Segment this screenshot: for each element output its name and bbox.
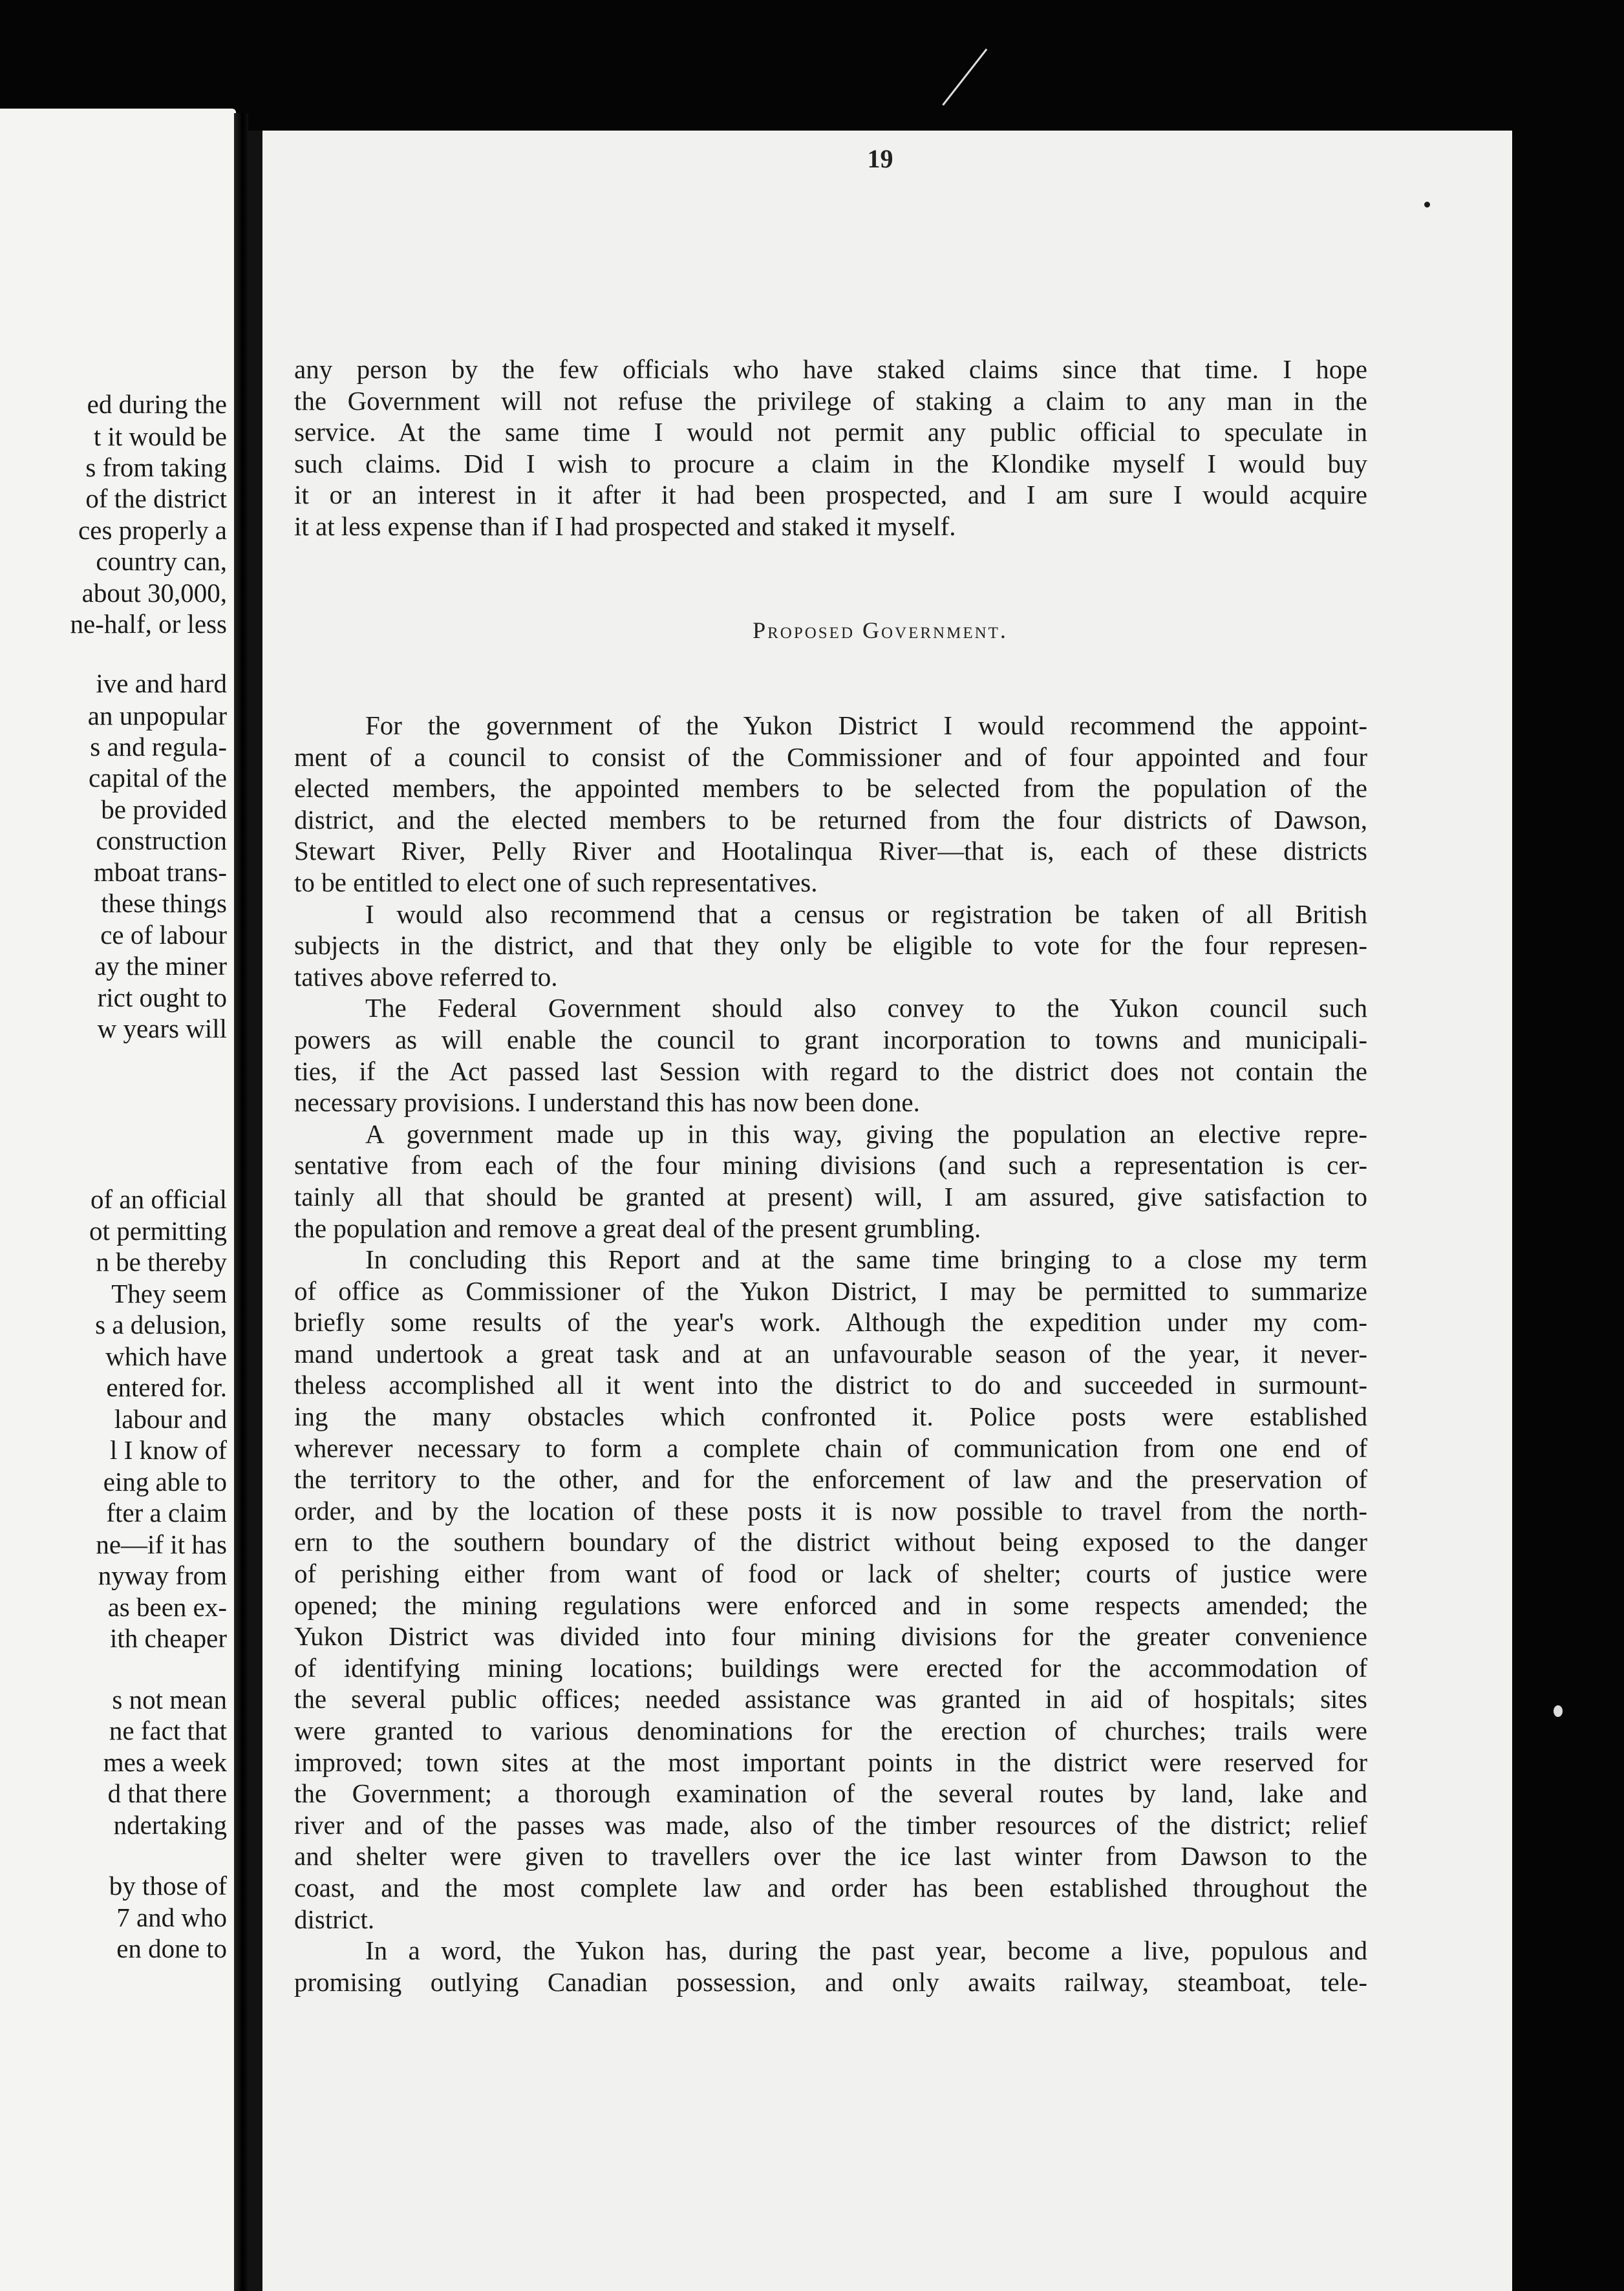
text-line: order, and by the location of these posts it is now possible to travel from the north- <box>294 1495 1367 1526</box>
left-page-line: an unpopular <box>87 701 227 730</box>
text-line: I would also recommend that a census or registration be taken of all British <box>365 899 1367 929</box>
left-page-line: fter a claim <box>106 1498 227 1528</box>
body-text <box>294 710 1367 1998</box>
left-page-line: of an official <box>91 1184 227 1214</box>
left-page-line: t it would be <box>93 421 227 451</box>
left-page-line: s and regula- <box>90 732 227 762</box>
text-line: river and of the passes was made, also of the timber resources of the district; relief <box>294 1809 1367 1840</box>
left-page-line: w years will <box>97 1014 227 1043</box>
left-page-line: mboat trans- <box>93 857 227 887</box>
text-line: of perishing either from want of food or lack of shelter; courts of justice were <box>294 1559 1367 1589</box>
text-line: the population and remove a great deal of the present grumbling. <box>294 1213 981 1243</box>
text-line: ment of a council to consist of the Commissioner and of four appointed and four <box>294 741 1367 772</box>
text-line: improved; town sites at the most important points in the district were reserved for <box>294 1747 1367 1777</box>
facing-page-left <box>0 109 236 2291</box>
left-page-line: s from taking <box>85 453 227 482</box>
left-page-line: s a delusion, <box>95 1310 227 1339</box>
text-line: promising outlying Canadian possession, and only awaits railway, steamboat, tele- <box>294 1966 1367 1997</box>
left-page-line: ot permitting <box>89 1216 227 1246</box>
text-line: it at less expense than if I had prospected and staked it myself. <box>294 511 956 541</box>
left-page-line: of the district <box>85 484 227 513</box>
text-line: tatives above referred to. <box>294 961 558 992</box>
top-paragraph <box>294 354 1367 542</box>
text-line: the several public offices; needed assistance was granted in aid of hospitals; sites <box>294 1684 1367 1714</box>
text-line: district. <box>294 1904 375 1934</box>
text-line: In concluding this Report and at the same time bringing to a close my term <box>365 1244 1367 1275</box>
text-line: elected members, the appointed members to be selected from the population of the <box>294 773 1367 804</box>
text-line: theless accomplished all it went into the district to do and succeeded in surmount- <box>294 1370 1367 1400</box>
text-line: necessary provisions. I understand this has now been done. <box>294 1087 920 1118</box>
left-page-line: ne-half, or less <box>70 609 227 639</box>
text-line: wherever necessary to form a complete chain of communication from one end of <box>294 1433 1367 1463</box>
left-page-line: about 30,000, <box>81 578 227 608</box>
left-page-line: rict ought to <box>97 983 227 1012</box>
left-page-line: ne fact that <box>109 1716 227 1745</box>
text-line: any person by the few officials who have staked claims since that time. I hope <box>294 354 1367 384</box>
text-line: A government made up in this way, giving the population an elective repre- <box>365 1118 1367 1149</box>
text-line: the Government; a thorough examination of the several routes by land, lake and <box>294 1778 1367 1809</box>
left-page-line: ay the miner <box>94 951 227 981</box>
text-line: tainly all that should be granted at present) will, I am assured, give satisfaction to <box>294 1181 1367 1211</box>
left-page-line: ndertaking <box>113 1810 227 1840</box>
left-page-line: these things <box>101 888 227 918</box>
text-line: opened; the mining regulations were enforced and in some respects amended; the <box>294 1590 1367 1620</box>
left-page-line: which have <box>105 1341 227 1371</box>
page-number: 19 <box>867 144 893 173</box>
left-page-line: eing able to <box>103 1467 227 1497</box>
left-page-line: construction <box>96 826 227 855</box>
dust-speck <box>1424 202 1430 208</box>
text-line: sentative from each of the four mining divisions (and such a representation is cer- <box>294 1150 1367 1180</box>
text-line: In a word, the Yukon has, during the past year, become a live, populous and <box>365 1935 1367 1966</box>
left-page-line: capital of the <box>88 763 227 793</box>
text-line: such claims. Did I wish to procure a claim in the Klondike myself I would buy <box>294 448 1367 478</box>
text-line: subjects in the district, and that they only be eligible to vote for the four represen- <box>294 930 1367 961</box>
text-line: ern to the southern boundary of the district without being exposed to the danger <box>294 1527 1367 1557</box>
left-page-line: as been ex- <box>107 1592 227 1622</box>
text-line: briefly some results of the year's work. Although the expedition under my com- <box>294 1307 1367 1337</box>
left-page-line: mes a week <box>103 1747 227 1777</box>
left-page-line: ed during the <box>87 389 227 419</box>
text-line: service. At the same time I would not permit any public official to speculate in <box>294 417 1367 447</box>
left-page-line: ces properly a <box>78 515 227 545</box>
left-page-line: labour and <box>114 1404 227 1434</box>
left-page-line: ive and hard <box>96 668 227 698</box>
text-line: the territory to the other, and for the enforcement of law and the preservation of <box>294 1464 1367 1495</box>
left-page-line: They seem <box>111 1279 227 1308</box>
left-page-line: 7 and who <box>116 1902 227 1932</box>
left-page-line: d that there <box>107 1778 227 1808</box>
left-page-line: ne—if it has <box>96 1529 227 1559</box>
text-line: it or an interest in it after it had been prospected, and I am sure I would acquire <box>294 480 1367 510</box>
left-page-line: ith cheaper <box>110 1623 227 1653</box>
left-page-line: nyway from <box>98 1561 227 1590</box>
text-line: Stewart River, Pelly River and Hootalinqua River—that is, each of these districts <box>294 836 1367 866</box>
book-gutter <box>234 113 248 2291</box>
text-line: the Government will not refuse the privilege of staking a claim to any man in the <box>294 385 1367 416</box>
left-page-line: l I know of <box>109 1435 227 1465</box>
text-line: Yukon District was divided into four mining divisions for the greater convenience <box>294 1621 1367 1652</box>
text-line: ing the many obstacles which confronted it. Police posts were established <box>294 1401 1367 1432</box>
text-line: The Federal Government should also convey to the Yukon council such <box>365 993 1367 1023</box>
film-scratch <box>942 48 987 106</box>
text-line: powers as will enable the council to grant incorporation to towns and municipali- <box>294 1024 1367 1054</box>
text-line: to be entitled to elect one of such representatives. <box>294 867 818 897</box>
section-heading: Proposed Government. <box>753 617 1008 643</box>
left-page-line: country can, <box>96 546 227 576</box>
text-line: district, and the elected members to be returned from the four districts of Dawson, <box>294 804 1367 835</box>
text-line: coast, and the most complete law and order has been established throughout the <box>294 1872 1367 1902</box>
text-line: For the government of the Yukon District I would recommend the appoint- <box>365 710 1367 740</box>
left-page-line: be provided <box>101 794 227 824</box>
left-page-line: entered for. <box>106 1372 227 1402</box>
text-line: and shelter were given to travellers over the ice last winter from Dawson to the <box>294 1841 1367 1871</box>
left-page-line: n be thereby <box>96 1247 227 1277</box>
text-line: ties, if the Act passed last Session with regard to the district does not contain the <box>294 1056 1367 1086</box>
text-line: of identifying mining locations; buildings were erected for the accommodation of <box>294 1652 1367 1683</box>
left-page-line: en done to <box>116 1934 227 1963</box>
left-page-line: ce of labour <box>100 920 227 950</box>
dust-speck <box>1554 1705 1563 1717</box>
text-line: of office as Commissioner of the Yukon District, I may be permitted to summarize <box>294 1275 1367 1306</box>
left-page-line: by those of <box>109 1871 227 1901</box>
text-line: mand undertook a great task and at an unfavourable season of the year, it never- <box>294 1338 1367 1369</box>
left-page-line: s not mean <box>112 1685 227 1714</box>
text-line: were granted to various denominations for the erection of churches; trails were <box>294 1716 1367 1745</box>
